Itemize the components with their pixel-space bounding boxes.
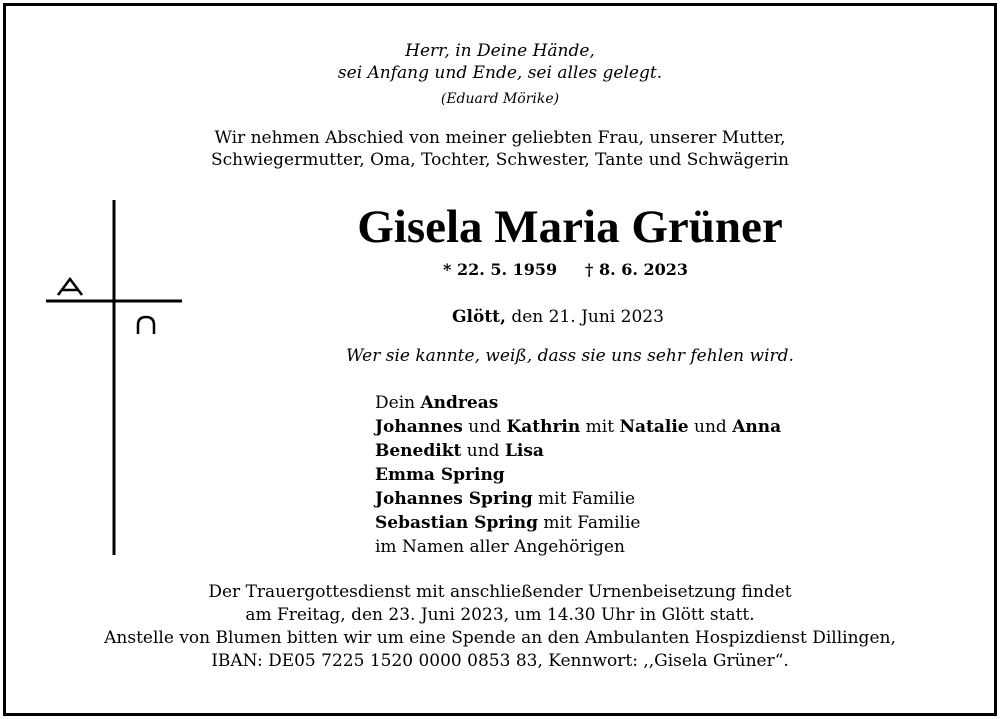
mourner-text: im Namen aller Angehörigen <box>375 537 625 557</box>
service-info <box>0 581 1000 673</box>
mourner-name: Anna <box>732 417 782 437</box>
death-date: † 8. 6. 2023 <box>585 260 689 279</box>
mourner-name: Benedikt <box>375 441 462 461</box>
iban-line: IBAN: DE05 7225 1520 0000 0853 83, Kennwort: ,,Gisela Grüner“. <box>211 651 789 671</box>
omega-icon <box>138 317 154 334</box>
alpha-omega-cross-icon <box>40 195 190 560</box>
deceased-name: Gisela Maria Grüner <box>357 201 783 253</box>
mourner-line <box>375 535 781 559</box>
mourner-text: mit Familie <box>532 489 636 509</box>
intro-text <box>0 127 1000 171</box>
mourner-line <box>375 463 781 487</box>
place: Glött, <box>452 307 506 327</box>
intro-line-2: Schwiegermutter, Oma, Tochter, Schwester, Tante und Schwägerin <box>210 150 790 170</box>
mourner-name: Natalie <box>619 417 689 437</box>
mourner-text: und <box>688 417 733 437</box>
verse-line-1: Herr, in Deine Hände, <box>405 41 595 61</box>
place-date <box>452 305 664 329</box>
memorial-quote: Wer sie kannte, weiß, dass sie uns sehr fehlen wird. <box>346 346 794 366</box>
intro-line-1: Wir nehmen Abschied von meiner geliebten Frau, unserer Mutter, <box>214 128 786 148</box>
donation-line: Anstelle von Blumen bitten wir um eine Spende an den Ambulanten Hospizdienst Dillingen, <box>104 628 896 648</box>
mourner-line <box>375 487 781 511</box>
alpha-icon <box>58 279 82 295</box>
mourner-line <box>375 415 781 439</box>
mourner-line <box>375 511 781 535</box>
mourner-name: Lisa <box>504 441 544 461</box>
date: den 21. Juni 2023 <box>505 307 664 327</box>
mourner-text: Dein <box>375 393 421 413</box>
mourner-name: Sebastian Spring <box>375 513 538 533</box>
mourner-line <box>375 391 781 415</box>
mourner-name: Andreas <box>420 393 499 413</box>
verse-line-2: sei Anfang und Ende, sei alles gelegt. <box>337 63 663 83</box>
verse-author: (Eduard Mörike) <box>440 91 560 107</box>
mourner-name: Johannes Spring <box>375 489 533 509</box>
mourner-text: mit Familie <box>538 513 641 533</box>
mourners-list <box>375 391 781 559</box>
service-line-2: am Freitag, den 23. Juni 2023, um 14.30 Uhr in Glött statt. <box>245 605 755 625</box>
mourner-name: Johannes <box>375 417 463 437</box>
mourner-line <box>375 439 781 463</box>
mourner-name: Kathrin <box>506 417 581 437</box>
mourner-text: und <box>461 441 505 461</box>
mourner-text: mit <box>580 417 620 437</box>
mourner-text: und <box>462 417 507 437</box>
service-line-1: Der Trauergottesdienst mit anschließender Urnenbeisetzung findet <box>208 582 792 602</box>
mourner-name: Emma Spring <box>375 465 505 485</box>
birth-date: * 22. 5. 1959 <box>443 260 558 279</box>
life-dates <box>443 259 688 281</box>
